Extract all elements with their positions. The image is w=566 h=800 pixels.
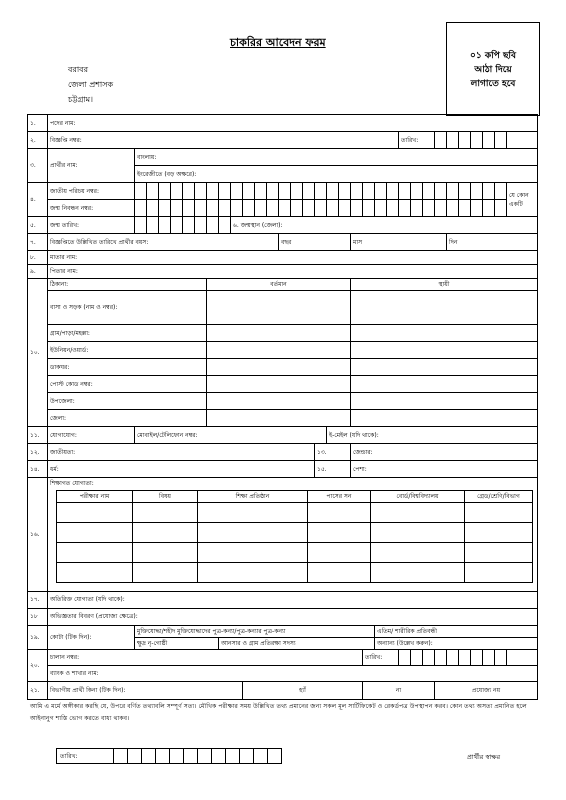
edu-cell[interactable] xyxy=(133,522,198,542)
permanent-post-office-field[interactable] xyxy=(351,359,538,376)
nid-box[interactable] xyxy=(483,183,495,200)
age-label: বিজ্ঞপ্তিতে উল্লিখিত তারিখে প্রার্থীর বয়স: xyxy=(48,234,279,251)
row-number: ৪. xyxy=(28,183,48,217)
departmental-label: বিভাগীয় প্রার্থী কিনা (টিক দিন): xyxy=(48,681,243,699)
nid-box[interactable] xyxy=(327,183,339,200)
row-number: ১৮ xyxy=(28,608,48,625)
edu-cell[interactable] xyxy=(371,542,465,562)
footer-date-box[interactable] xyxy=(156,749,170,764)
any-one-note: যে কোন একটি xyxy=(507,183,538,217)
row-number: ১২. xyxy=(28,444,48,461)
edu-cell[interactable] xyxy=(308,522,371,542)
email-field[interactable]: ই-মেইল (যদি থাকে): xyxy=(327,427,538,444)
row-number: ১৯. xyxy=(28,625,48,649)
mother-name-field[interactable]: মাতার নাম: xyxy=(48,251,538,265)
departmental-no-option[interactable]: না xyxy=(363,681,435,699)
birth-reg-box[interactable] xyxy=(351,200,363,217)
permanent-address-header: স্থায়ী xyxy=(351,279,538,291)
date-box[interactable] xyxy=(495,132,507,149)
challan-date-box[interactable] xyxy=(459,649,471,665)
footer-date-box[interactable] xyxy=(114,749,128,764)
quota-ansar[interactable]: আনসার ও গ্রাম প্রতিরক্ষা সদস্য xyxy=(219,637,375,649)
nid-box[interactable] xyxy=(159,183,171,200)
birth-reg-box[interactable] xyxy=(255,200,267,217)
challan-number-field[interactable]: চালান নম্বর: xyxy=(48,649,363,665)
nid-box[interactable] xyxy=(339,183,351,200)
row-number: ২১. xyxy=(28,681,48,699)
challan-date-box[interactable] xyxy=(495,649,507,665)
date-box[interactable] xyxy=(507,132,538,149)
date-label: তারিখ: xyxy=(399,132,435,149)
date-box[interactable] xyxy=(471,132,483,149)
photo-text-1: ০১ কপি ছবি xyxy=(470,51,516,61)
nid-box[interactable] xyxy=(291,183,303,200)
birth-reg-box[interactable] xyxy=(483,200,495,217)
footer-date-box[interactable] xyxy=(142,749,156,764)
challan-date-label: তারিখ: xyxy=(363,649,399,665)
row-number: ৮. xyxy=(28,251,48,265)
col-exam: পরীক্ষার নাম xyxy=(57,490,133,502)
address-label: ঠিকানা: xyxy=(48,279,207,291)
dob-box[interactable] xyxy=(183,217,195,234)
birth-reg-box[interactable] xyxy=(267,200,279,217)
dob-box[interactable] xyxy=(195,217,207,234)
nid-box[interactable] xyxy=(471,183,483,200)
footer-date-boxes xyxy=(56,748,282,764)
ad-number-field[interactable]: বিজ্ঞপ্তি নম্বর: xyxy=(48,132,399,149)
row-number: ২০. xyxy=(28,649,48,681)
challan-date-box[interactable] xyxy=(411,649,423,665)
edu-cell[interactable] xyxy=(198,502,308,522)
edu-cell[interactable] xyxy=(57,502,133,522)
birth-reg-box[interactable] xyxy=(243,200,255,217)
footer-date-box[interactable] xyxy=(184,749,198,764)
permanent-house-field[interactable] xyxy=(351,291,538,325)
experience-field[interactable]: অভিজ্ঞতার বিবরণ (প্রযোজ্য ক্ষেত্রে): xyxy=(48,608,538,625)
quota-orphan-disabled[interactable]: এতিম/ শারীরিক প্রতিবন্ধী xyxy=(375,625,538,637)
edu-cell[interactable] xyxy=(465,542,533,562)
dob-box[interactable] xyxy=(171,217,183,234)
row-number: ৩. xyxy=(28,149,48,183)
edu-cell[interactable] xyxy=(133,502,198,522)
footer-date-box[interactable] xyxy=(128,749,142,764)
birth-reg-box[interactable] xyxy=(459,200,471,217)
birth-reg-box[interactable] xyxy=(327,200,339,217)
nid-box[interactable] xyxy=(255,183,267,200)
date-box[interactable] xyxy=(483,132,495,149)
nid-box[interactable] xyxy=(459,183,471,200)
quota-freedom-fighter[interactable]: মুক্তিযোদ্ধা/শহীদ মুক্তিযোদ্ধাদের পুত্র-কন্যা/পুত্র-কন্যার পুত্র-কন্যা xyxy=(135,625,375,637)
date-box[interactable] xyxy=(459,132,471,149)
applicant-name-label: প্রার্থীর নাম: xyxy=(48,149,135,183)
dob-label: জন্ম তারিখ: xyxy=(48,217,135,234)
mobile-field[interactable]: মোবাইল/টেলিফোন নম্বর: xyxy=(135,427,327,444)
birth-reg-box[interactable] xyxy=(363,200,375,217)
permanent-union-field[interactable] xyxy=(351,342,538,359)
edu-cell[interactable] xyxy=(308,562,371,582)
post-office-label: ডাকঘর: xyxy=(48,359,207,376)
birth-reg-box[interactable] xyxy=(207,200,219,217)
address-line-2: জেলা প্রশাসক xyxy=(68,80,114,89)
address-line-3: চট্টগ্রাম। xyxy=(68,95,93,104)
row-number: ৯. xyxy=(28,265,48,279)
birth-reg-box[interactable] xyxy=(279,200,291,217)
edu-cell[interactable] xyxy=(133,542,198,562)
address-line-1: বরাবর xyxy=(68,65,89,74)
nid-box[interactable] xyxy=(363,183,375,200)
contact-label: যোগাযোগ: xyxy=(48,427,135,444)
name-english-field[interactable]: ইংরেজীতে (বড় অক্ষরে): xyxy=(135,166,538,183)
footer-date-box[interactable] xyxy=(212,749,226,764)
birth-reg-box[interactable] xyxy=(435,200,447,217)
applicant-signature-label: প্রার্থীর স্বাক্ষর xyxy=(467,753,501,761)
col-subject: বিষয় xyxy=(133,490,198,502)
birth-reg-box[interactable] xyxy=(231,200,243,217)
edu-cell[interactable] xyxy=(57,522,133,542)
quota-label: কোটা (টিক দিন): xyxy=(48,625,135,649)
challan-date-box[interactable] xyxy=(507,649,538,665)
nid-box[interactable] xyxy=(315,183,327,200)
upazila-label: উপজেলা: xyxy=(48,393,207,410)
name-bangla-field[interactable]: বাংলায়: xyxy=(135,149,538,166)
birth-reg-box[interactable] xyxy=(135,200,147,217)
birth-reg-box[interactable] xyxy=(147,200,159,217)
village-label: গ্রাম/পাড়া/মহল্লা: xyxy=(48,325,207,342)
religion-field[interactable]: ধর্ম: xyxy=(48,461,315,478)
extra-qualification-field[interactable]: অতিরিক্ত যোগ্যতা (যদি থাকে): xyxy=(48,591,538,608)
footer-date-box[interactable] xyxy=(226,749,240,764)
date-box[interactable] xyxy=(435,132,447,149)
footer-date-box[interactable] xyxy=(198,749,212,764)
father-name-field[interactable]: পিতার নাম: xyxy=(48,265,538,279)
challan-date-box[interactable] xyxy=(447,649,459,665)
col-grade: গ্রেড/শ্রেণি/বিভাগ xyxy=(465,490,533,502)
challan-date-box[interactable] xyxy=(435,649,447,665)
nid-box[interactable] xyxy=(387,183,399,200)
birth-reg-box[interactable] xyxy=(399,200,411,217)
birth-reg-box[interactable] xyxy=(183,200,195,217)
row-number: ৫. xyxy=(28,217,48,234)
edu-cell[interactable] xyxy=(198,542,308,562)
birth-reg-box[interactable] xyxy=(171,200,183,217)
age-day-field[interactable]: দিন xyxy=(447,234,538,251)
permanent-village-field[interactable] xyxy=(351,325,538,342)
nid-box[interactable] xyxy=(399,183,411,200)
education-table xyxy=(56,490,533,583)
departmental-na-option[interactable]: প্রযোজ্য নয় xyxy=(435,681,538,699)
gender-field[interactable]: জেন্ডার: xyxy=(351,444,538,461)
edu-cell[interactable] xyxy=(371,522,465,542)
nid-box[interactable] xyxy=(279,183,291,200)
nid-box[interactable] xyxy=(351,183,363,200)
footer-date-box[interactable] xyxy=(240,749,254,764)
row-number: ১৫. xyxy=(315,461,351,478)
permanent-post-code-field[interactable] xyxy=(351,376,538,393)
challan-date-box[interactable] xyxy=(423,649,435,665)
present-district-field[interactable] xyxy=(207,410,351,427)
edu-cell[interactable] xyxy=(57,542,133,562)
quota-ethnic[interactable]: ক্ষুদ্র নৃ-গোষ্ঠী xyxy=(135,637,219,649)
edu-cell[interactable] xyxy=(371,502,465,522)
nid-box[interactable] xyxy=(447,183,459,200)
challan-date-box[interactable] xyxy=(471,649,483,665)
nid-box[interactable] xyxy=(231,183,243,200)
post-name-field[interactable]: পদের নাম: xyxy=(48,115,538,132)
nid-box[interactable] xyxy=(243,183,255,200)
birth-reg-box[interactable] xyxy=(339,200,351,217)
nid-label: জাতীয় পরিচয় নম্বর: xyxy=(48,183,135,200)
date-box[interactable] xyxy=(447,132,459,149)
birth-reg-label: জন্ম নিবন্ধন নম্বর: xyxy=(48,200,135,217)
birth-reg-box[interactable] xyxy=(303,200,315,217)
occupation-field[interactable]: পেশা: xyxy=(351,461,538,478)
dob-box[interactable] xyxy=(219,217,231,234)
nid-box[interactable] xyxy=(303,183,315,200)
nid-box[interactable] xyxy=(171,183,183,200)
row-number: ১৩. xyxy=(315,444,351,461)
birth-reg-box[interactable] xyxy=(219,200,231,217)
challan-date-box[interactable] xyxy=(399,649,411,665)
birth-reg-box[interactable] xyxy=(375,200,387,217)
row-number: ১০. xyxy=(28,279,48,427)
post-code-label: পোস্ট কোড নম্বর: xyxy=(48,376,207,393)
birth-reg-box[interactable] xyxy=(291,200,303,217)
birth-place-field[interactable]: ৬. জন্মস্থান (জেলা): xyxy=(231,217,538,234)
photo-text-2: আঠা দিয়ে xyxy=(474,65,512,75)
footer-date-box[interactable] xyxy=(170,749,184,764)
district-label: জেলা: xyxy=(48,410,207,427)
permanent-district-field[interactable] xyxy=(351,410,538,427)
nid-box[interactable] xyxy=(207,183,219,200)
form-title: চাকরির আবেদন ফরম xyxy=(230,36,326,49)
row-number: ১. xyxy=(28,115,48,132)
col-institute: শিক্ষা প্রতিষ্ঠান xyxy=(198,490,308,502)
present-house-field[interactable] xyxy=(207,291,351,325)
edu-cell[interactable] xyxy=(198,522,308,542)
footer-date-box[interactable] xyxy=(254,749,268,764)
nid-box[interactable] xyxy=(411,183,423,200)
birth-reg-box[interactable] xyxy=(447,200,459,217)
quota-others[interactable]: অন্যান্য (উল্লেখ করুন): xyxy=(375,637,538,649)
nid-box[interactable] xyxy=(183,183,195,200)
union-label: ইউনিয়ন/ওয়ার্ড: xyxy=(48,342,207,359)
dob-box[interactable] xyxy=(135,217,147,234)
photo-text-3: লাগাতে হবে xyxy=(470,79,516,89)
birth-reg-box[interactable] xyxy=(159,200,171,217)
birth-reg-box[interactable] xyxy=(195,200,207,217)
nid-box[interactable] xyxy=(147,183,159,200)
birth-reg-box[interactable] xyxy=(387,200,399,217)
footer-date-box[interactable] xyxy=(268,749,282,764)
nid-box[interactable] xyxy=(195,183,207,200)
birth-reg-box[interactable] xyxy=(423,200,435,217)
dob-box[interactable] xyxy=(147,217,159,234)
present-post-office-field[interactable] xyxy=(207,359,351,376)
nid-box[interactable] xyxy=(375,183,387,200)
edu-cell[interactable] xyxy=(133,562,198,582)
nationality-field[interactable]: জাতীয়তা: xyxy=(48,444,315,461)
edu-cell[interactable] xyxy=(465,502,533,522)
col-pass-year: পাসের সন xyxy=(308,490,371,502)
photo-box xyxy=(446,22,540,116)
edu-cell[interactable] xyxy=(308,542,371,562)
declaration-text: আমি এ মর্মে অঙ্গীকার করছি যে, উপরে বর্ণিত তথ্যাবলি সম্পূর্ণ সত্য। মৌখিক পরীক্ষার সময় উল্লিখিত তথ্য প্রমানের জন্য সকল মূল সার্টিফিকেট ও রেকর্ডপত্র উপস্থাপন করব। কোন তথ্য অসত্য প্রমানিত হলে আইনানুগ শাস্তি ভোগ করতে বাধ্য থাকব। xyxy=(30,703,527,722)
edu-cell[interactable] xyxy=(465,522,533,542)
dob-box[interactable] xyxy=(207,217,219,234)
age-year-field[interactable]: বছর xyxy=(279,234,351,251)
nid-box[interactable] xyxy=(423,183,435,200)
row-number: ২. xyxy=(28,132,48,149)
row-number: ১১. xyxy=(28,427,48,444)
departmental-yes-option[interactable]: হ্যাঁ xyxy=(243,681,363,699)
nid-box[interactable] xyxy=(495,183,507,200)
nid-box[interactable] xyxy=(435,183,447,200)
footer-date-label: তারিখ: xyxy=(57,749,114,764)
edu-cell[interactable] xyxy=(308,502,371,522)
row-number: ১৭. xyxy=(28,591,48,608)
nid-box[interactable] xyxy=(135,183,147,200)
birth-reg-box[interactable] xyxy=(315,200,327,217)
education-label: শিক্ষাগত যোগ্যতা: xyxy=(48,478,538,490)
age-month-field[interactable]: মাস xyxy=(351,234,447,251)
present-post-code-field[interactable] xyxy=(207,376,351,393)
birth-reg-box[interactable] xyxy=(495,200,507,217)
present-upazila-field[interactable] xyxy=(207,393,351,410)
challan-date-box[interactable] xyxy=(483,649,495,665)
row-number: ৭. xyxy=(28,234,48,251)
application-form-table xyxy=(27,114,538,700)
row-number: ১৬. xyxy=(28,478,48,592)
present-address-header: বর্তমান xyxy=(207,279,351,291)
nid-box[interactable] xyxy=(267,183,279,200)
row-number: ১৪. xyxy=(28,461,48,478)
present-union-field[interactable] xyxy=(207,342,351,359)
house-road-label: বাসা ও সড়ক (নাম ও নম্বর): xyxy=(48,291,207,325)
birth-reg-box[interactable] xyxy=(411,200,423,217)
permanent-upazila-field[interactable] xyxy=(351,393,538,410)
dob-box[interactable] xyxy=(159,217,171,234)
birth-reg-box[interactable] xyxy=(471,200,483,217)
edu-cell[interactable] xyxy=(57,562,133,582)
col-board: বোর্ড/বিশ্ববিদ্যালয় xyxy=(371,490,465,502)
edu-cell[interactable] xyxy=(465,562,533,582)
present-village-field[interactable] xyxy=(207,325,351,342)
edu-cell[interactable] xyxy=(198,562,308,582)
edu-cell[interactable] xyxy=(371,562,465,582)
nid-box[interactable] xyxy=(219,183,231,200)
bank-branch-field[interactable]: ব্যাংক ও শাখার নাম: xyxy=(48,665,538,681)
